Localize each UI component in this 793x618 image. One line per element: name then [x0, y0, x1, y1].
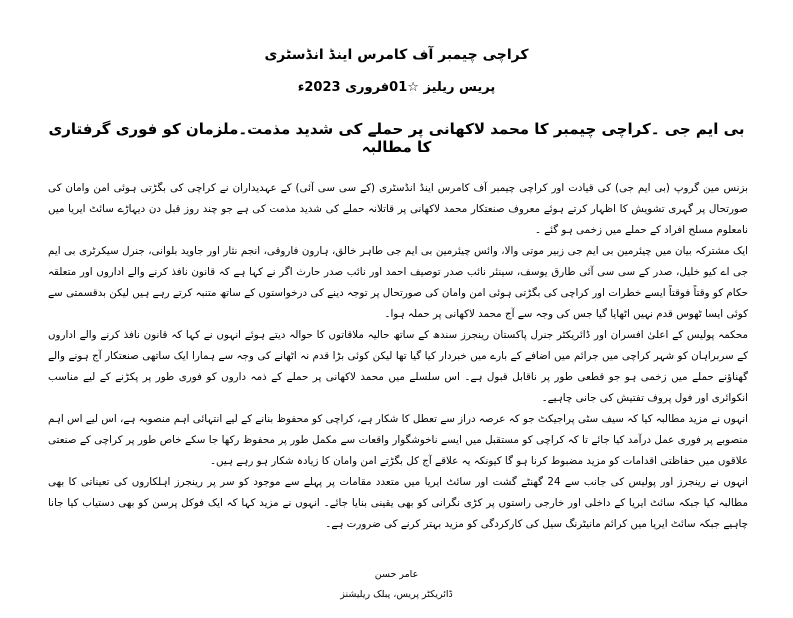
signatory-title: ڈائریکٹر پریس، پبلک ریلیشنز [340, 589, 453, 600]
signatory-name: عامر حسن [374, 569, 419, 580]
paragraph-4: انہوں نے مزید مطالبہ کیا کہ سیف سٹی پراجیکٹ جو کہ عرصہ دراز سے تعطل کا شکار ہے، کراچی کو محفوظ بنانے کے لیے انتہائی اہم منصوبہ ہے، اس لیے اس اہم منصوبے پر فوری عمل درآمد کیا جائے تا کہ کراچی کو مستقبل میں ایسے ناخوشگوار واقعات سے مکمل طور پر محفوظ رکھا جا سکے خاص طور پر کراچی کے صنعتی علاقوں میں حفاظتی اقدامات کو مزید مضبوط کرنا ہو گا کیونکہ یہ علاقے آج کل بگڑتے امن وامان کا زیادہ شکار ہو رہے ہیں۔ [48, 413, 748, 467]
body-text [48, 178, 748, 535]
signature-block [0, 565, 793, 605]
paragraph-3: محکمہ پولیس کے اعلیٰ افسران اور ڈائریکٹر جنرل پاکستان رینجرز سندھ کے ساتھ حالیہ ملاقاتوں کا حوالہ دیتے ہوئے انہوں نے کہا کہ قانون نافذ کرنے والے اداروں کے سربراہان کو شہر کراچی میں جرائم میں اضافے کے بارے میں خبردار کیا گیا تھا لیکن کوئی بڑا قدم نہ اٹھانے کی وجہ سے ہمارا ایک ساتھی صنعتکار آج ہونے والے گھناؤنے حملے میں زخمی ہو جو قطعی طور پر ناقابل قبول ہے۔ اس سلسلے میں محمد لاکھانی پر حملے کے ذمہ داروں کو فوری طور پر پکڑنے کے لیے مناسب انکوائری اور فول پروف تفتیش کی جانی چاہیے۔ [48, 329, 748, 404]
paragraph-5: انہوں نے رینجرز اور پولیس کی جانب سے 24 گھنٹے گشت اور سائٹ ایریا میں متعدد مقامات پر پہلے سے موجود کو سر پر رینجرز اہلکاروں کی تعیناتی کا بھی مطالبہ کیا جبکہ سائٹ ایریا کے داخلی اور خارجی راستوں پر کڑی نگرانی کو بھی یقینی بنایا جائے۔ انہوں نے مزید کہا کہ ایک فوکل پرسن کو بھی دستیاب کیا جانا چاہیے جبکہ سائٹ ایریا میں کرائم مانیٹرنگ سیل کی کارکردگی کو مزید بہتر کرنے کی ضرورت ہے۔ [48, 476, 748, 530]
release-label: پریس ریلیز [423, 80, 496, 95]
headline: بی ایم جی ۔کراچی چیمبر کا محمد لاکھانی پر حملے کی شدید مذمت۔ملزمان کو فوری گرفتاری کا مطالبہ [48, 120, 745, 156]
organization-title: کراچی چیمبر آف کامرس اینڈ انڈسٹری [264, 47, 529, 63]
paragraph-2: ایک مشترکہ بیان میں چیئرمین بی ایم جی زبیر موتی والا، وائس چیئرمین بی ایم جی طاہر خالق، ہارون فاروقی، انجم نثار اور جاوید بلوانی، جنرل سیکرٹری بی ایم جی اے کیو خلیل، صدر کے سی سی آئی طارق یوسف، سینئر نائب صدر توصیف احمد اور نائب صدر حارث اگر نے کہا ہے کہ قانون نافذ کرنے والے اداروں اور متعلقہ حکام کو وقتاً فوقتاً ایسے خطرات اور کراچی کی بگڑتی ہوئی امن وامان کی صورتحال پر توجہ دینے کی درخواستوں کے ساتھ متنبہ کرتے رہے ہیں لیکن بدقسمتی سے کوئی ایسا ٹھوس قدم نہیں اٹھایا گیا جس کی وجہ سے آج محمد لاکھانی پر حملہ ہوا۔ [48, 245, 748, 320]
release-date: ☆01فروری 2023ء [297, 80, 419, 95]
release-line [0, 80, 793, 95]
paragraph-1: بزنس مین گروپ (بی ایم جی) کی قیادت اور کراچی چیمبر آف کامرس اینڈ انڈسٹری (کے سی سی آئی) کے عہدیداران نے کراچی کی بگڑتی ہوئی امن وامان کی صورتحال پر گہری تشویش کا اظہار کرتے ہوئے معروف صنعتکار محمد لاکھانی پر قاتلانہ حملے کی شدید مذمت کی ہے جو چند روز قبل دن دیہاڑے سائٹ ایریا میں نامعلوم مسلح افراد کے حملے میں زخمی ہو گئے ۔ [48, 182, 748, 236]
